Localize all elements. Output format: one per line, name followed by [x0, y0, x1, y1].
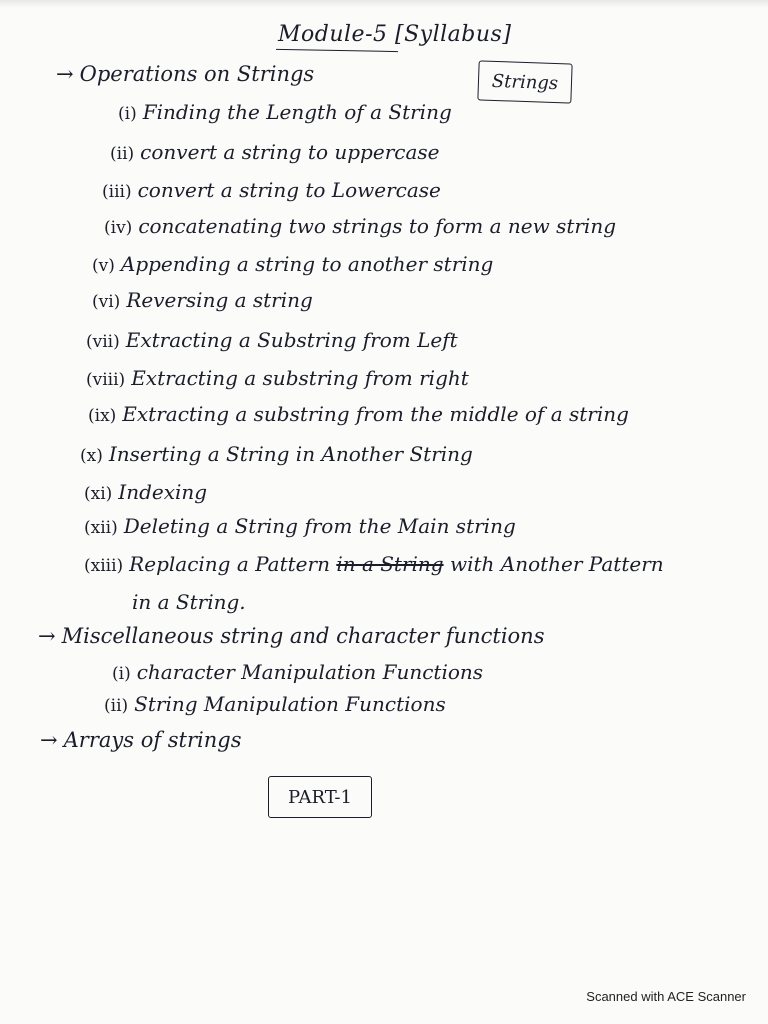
item-number: (iv): [104, 218, 133, 238]
operations-heading-text: Operations on Strings: [79, 62, 315, 86]
item-number: (vii): [86, 332, 120, 352]
item-number: (ii): [104, 696, 129, 716]
item-text: Reversing a string: [126, 288, 313, 312]
item-text: Extracting a substring from right: [131, 366, 469, 390]
list-item: [112, 660, 483, 684]
item-text: concatenating two strings to form a new string: [138, 214, 617, 238]
item-text: Replacing a Pattern: [129, 552, 330, 576]
list-item: [84, 514, 516, 538]
list-item: [104, 692, 446, 716]
list-item: [88, 402, 629, 426]
part-box: [268, 776, 372, 818]
misc-heading: [38, 624, 545, 648]
list-item: [92, 252, 493, 276]
item-number: (xii): [84, 518, 118, 538]
item-number: (i): [112, 664, 131, 684]
item-text: convert a string to Lowercase: [137, 178, 441, 202]
title-underline: [276, 49, 398, 52]
misc-heading-text: Miscellaneous string and character functions: [61, 624, 545, 648]
item-number: (xi): [84, 484, 113, 504]
item-number: (ii): [110, 144, 135, 164]
item-text: Deleting a String from the Main string: [123, 514, 516, 538]
item-text: Extracting a Substring from Left: [125, 328, 458, 352]
list-item: [104, 214, 616, 238]
list-item: [110, 140, 439, 164]
item-number: (xiii): [84, 556, 124, 576]
item-number: (i): [118, 104, 137, 124]
operations-heading: [56, 62, 314, 86]
item-number: (iii): [102, 182, 132, 202]
list-item: [84, 480, 207, 504]
item-number: (viii): [86, 370, 126, 390]
item-number: (x): [80, 446, 103, 466]
scanner-watermark: Scanned with ACE Scanner: [586, 989, 746, 1004]
struck-text: in a String: [336, 552, 444, 576]
list-item: [118, 100, 452, 124]
list-item: [84, 552, 664, 576]
list-item: [86, 366, 469, 390]
item-text: character Manipulation Functions: [136, 660, 484, 684]
item-number: (ix): [88, 406, 117, 426]
page-title: Module-5 [Syllabus]: [278, 22, 512, 47]
item-text: Inserting a String in Another String: [108, 442, 473, 466]
list-item-continuation: in a String.: [132, 590, 246, 614]
list-item: [80, 442, 473, 466]
item-text: String Manipulation Functions: [134, 692, 446, 716]
item-text: Extracting a substring from the middle of a string: [122, 402, 629, 426]
arrays-heading-text: Arrays of strings: [63, 728, 242, 752]
list-item: [86, 328, 458, 352]
arrays-heading: [40, 728, 242, 752]
paper-edge: [0, 0, 768, 8]
arrow-icon: →: [40, 728, 58, 752]
item-text: Indexing: [118, 480, 208, 504]
list-item: [92, 288, 313, 312]
item-text: Appending a string to another string: [120, 252, 494, 276]
item-text: Finding the Length of a String: [142, 100, 452, 124]
strings-box: [477, 60, 572, 103]
item-text: convert a string to uppercase: [140, 140, 440, 164]
arrow-icon: →: [56, 62, 74, 86]
item-text-rest: with Another Pattern: [449, 552, 664, 576]
item-number: (vi): [92, 292, 121, 312]
arrow-icon: →: [38, 624, 56, 648]
part-label: PART-1: [288, 786, 352, 808]
list-item: [102, 178, 441, 202]
strings-box-label: Strings: [491, 70, 559, 94]
item-number: (v): [92, 256, 115, 276]
